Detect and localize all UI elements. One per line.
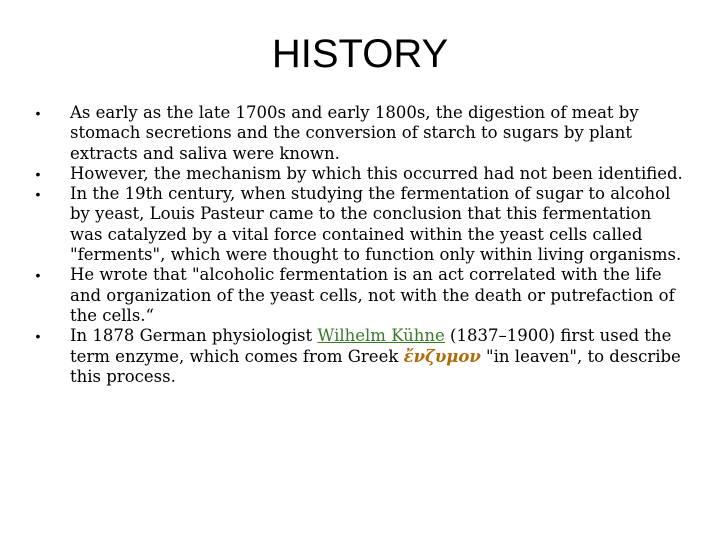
bullet-icon: •: [35, 267, 41, 284]
bullet-list: [28, 103, 688, 387]
bullet-item-5: [28, 326, 688, 387]
bullet-icon: •: [35, 165, 41, 182]
bullet-icon: •: [35, 186, 41, 203]
bullet-item-1: [28, 103, 688, 164]
bullet-text-4: He wrote that "alcoholic fermentation is an act correlated with the life and organization of the yeast cells, not with the death or putrefaction of the cells.“: [70, 265, 675, 325]
bullet-item-4: [28, 265, 688, 326]
bullet-icon: •: [35, 105, 41, 121]
bullet-text-5-middle: (1837–1900) first used the term enzyme, which comes from Greek: [70, 326, 672, 366]
bullet-text-3: In the 19th century, when studying the fermentation of sugar to alcohol by yeast, Louis Pasteur came to the conclusion that this fermentation was catalyzed by a vital force contained within the yeast cells called "ferments", which were thought to function only within living organisms.: [70, 184, 682, 265]
bullet-text-5-end: "in leaven", to describe this process.: [70, 346, 681, 386]
bullet-item-3: [28, 184, 688, 265]
bullet-icon: •: [35, 328, 41, 345]
bullet-item-2: [28, 164, 688, 184]
bullet-text-2: However, the mechanism by which this occurred had not been identified.: [70, 163, 683, 183]
bullet-text-5-start: In 1878 German physiologist: [70, 326, 318, 346]
wilhelm-kuhne-link[interactable]: Wilhelm Kühne: [317, 326, 445, 346]
slide-title: HISTORY: [271, 32, 449, 76]
bullet-text-1: As early as the late 1700s and early 1800s, the digestion of meat by stomach secretions and the conversion of starch to sugars by plant extracts and saliva were known.: [70, 103, 639, 163]
greek-word: ἔνζυμον: [403, 346, 481, 366]
